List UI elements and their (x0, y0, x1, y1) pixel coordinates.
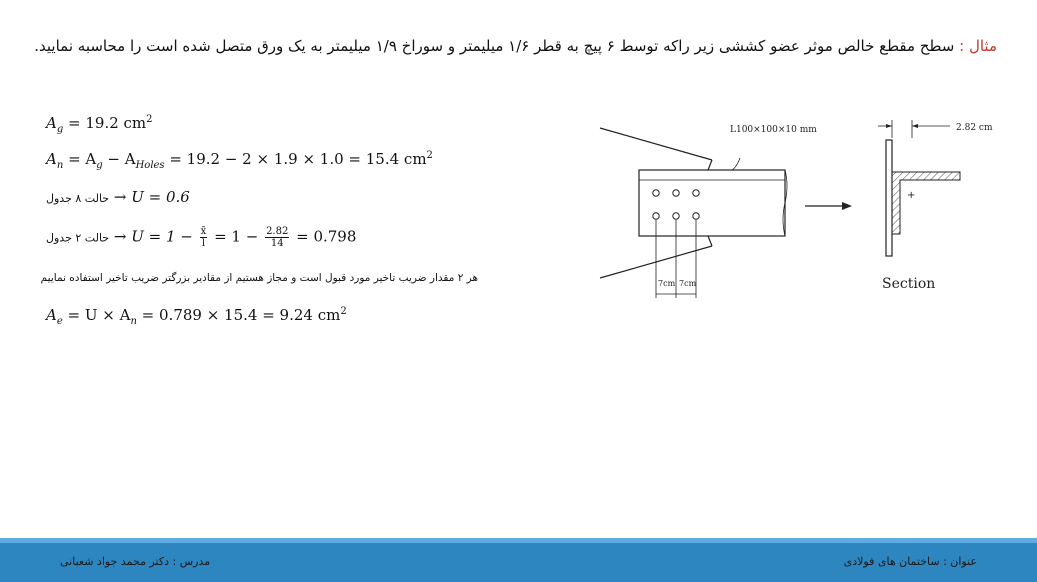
angle-label: L100×100×10 mm (730, 125, 817, 135)
equation-ag: $A_g = 19.2$ $cm^2$ (46, 114, 153, 135)
spacing-1: 7cm (658, 279, 676, 288)
centroid-mark: + (907, 190, 916, 201)
equation-u-case8: حالت ۸ جدول → U = 0.6 (46, 188, 190, 206)
footer-instructor: مدرس : دکتر محمد جواد شعبانی (60, 555, 211, 568)
equation-an: $A_n = A_g - A_{Holes} = 19.2 - 2 \times 1.9 \times 1.0 = 15.4$ $cm^2$ (46, 150, 433, 171)
fraction-xbar-l: $\frac{x̄}{l}$ (200, 226, 207, 249)
equation-ae: $A_e = U \times A_n = 0.789 \times 15.4 = 9.24$ $cm^2$ (46, 306, 347, 327)
spacing-2: 7cm (679, 279, 697, 288)
problem-statement (34, 34, 997, 58)
note-text: هر ۲ مقدار ضریب تاخیر مورد قبول است و مجاز هستیم از مقادیر بزرگتر ضریب تاخیر استفاده نماییم (40, 272, 478, 284)
problem-text: سطح مقطع خالص موثر عضو کششی زیر راکه توسط ۶ پیچ به قطر ۱/۶ میلیمتر و سوراخ ۱/۹ میلیمتر به یک ورق متصل شده است را محاسبه نمایید. (34, 37, 960, 55)
footer-title: عنوان : ساختمان های فولادی (843, 555, 977, 568)
fraction-value: $\frac{2.82}{14}$ (266, 226, 289, 249)
centroid-dimension: 2.82 cm (956, 123, 993, 133)
example-label: مثال : (959, 37, 997, 55)
footer (0, 543, 1037, 582)
section-label: Section (882, 276, 936, 292)
connection-figure (590, 110, 1010, 310)
equation-u-case2: حالت ۲ جدول → U = 1 − $\frac{x̄}{l}$ = 1 − $\frac{2.82}{14}$ = 0.798 (46, 226, 357, 249)
